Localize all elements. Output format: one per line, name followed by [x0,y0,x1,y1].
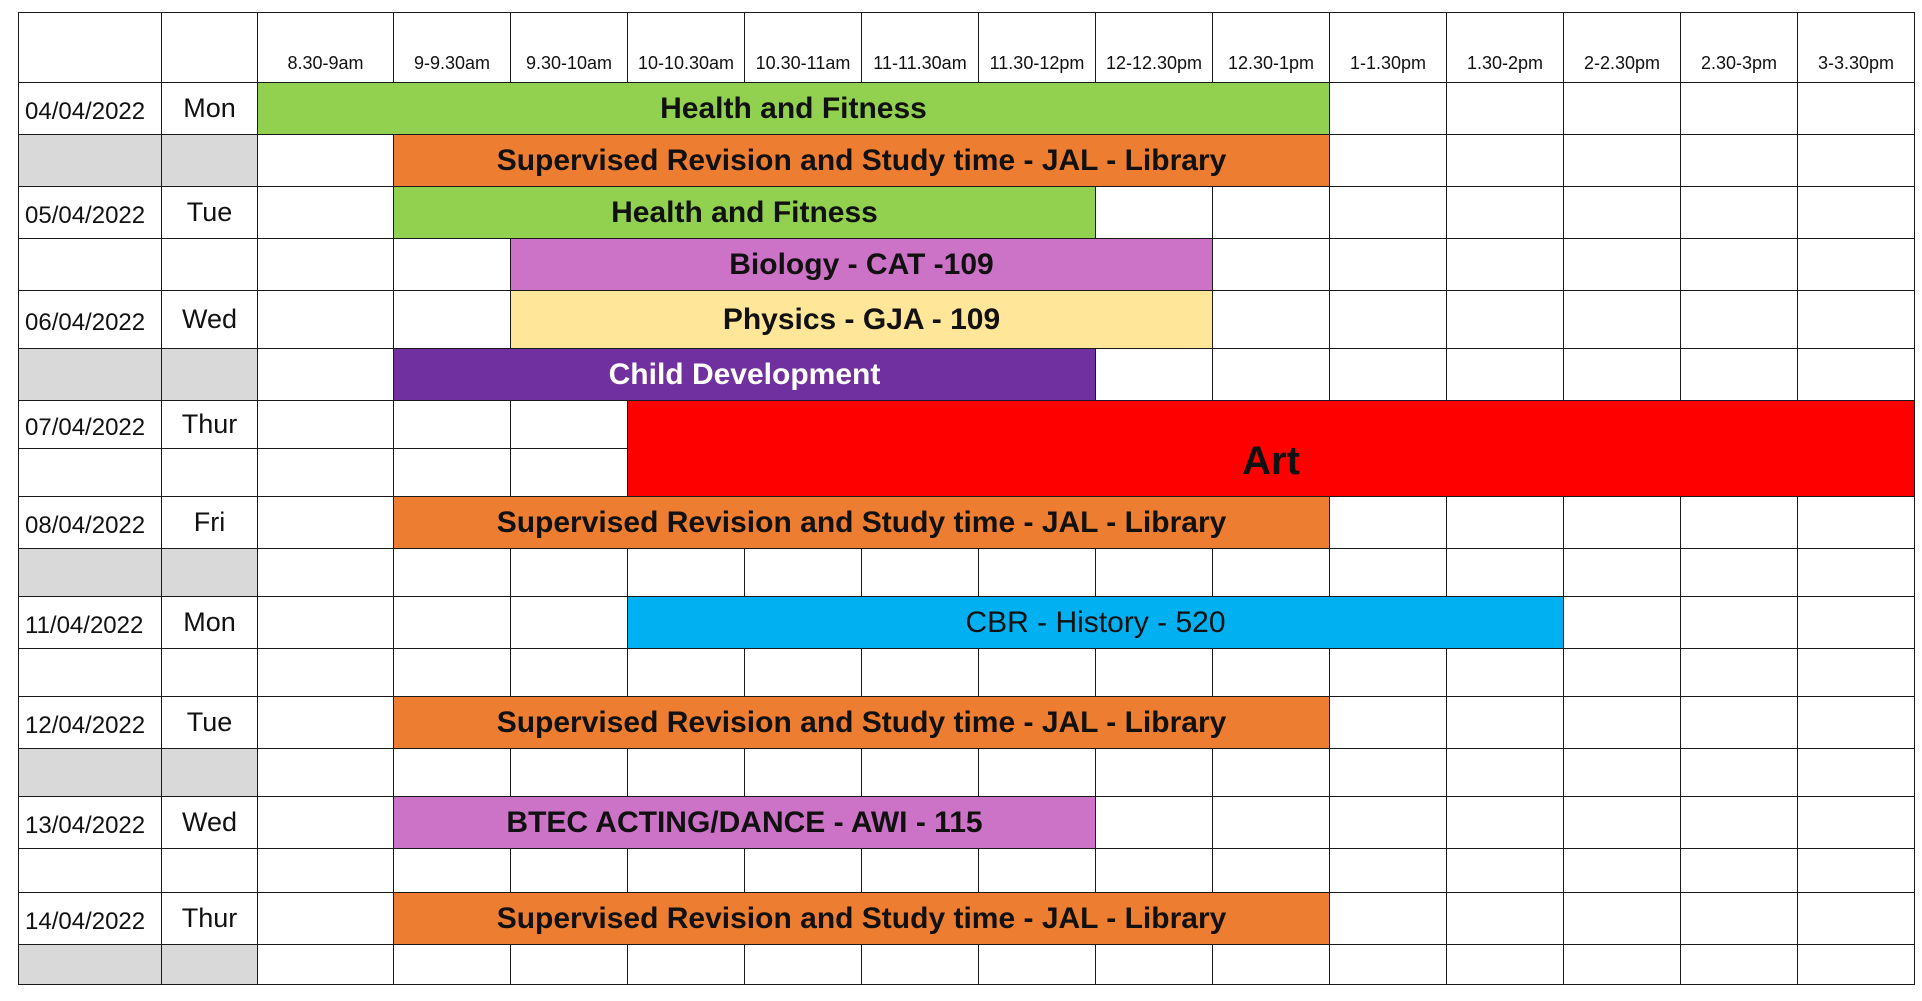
slot-cell [1212,348,1330,401]
slot-cell [1329,648,1447,697]
slot-cell [1563,548,1681,597]
slot-cell [1329,82,1447,135]
slot-cell [257,238,394,291]
slot-cell [1797,596,1915,649]
slot-cell [1563,944,1681,985]
time-slot-header: 1-1.30pm [1329,12,1447,83]
slot-cell [1446,748,1564,797]
slot-cell [861,848,979,893]
day-cell [161,848,258,893]
time-slot-header: 2-2.30pm [1563,12,1681,83]
slot-cell [861,748,979,797]
slot-cell [1797,892,1915,945]
slot-cell [978,548,1096,597]
slot-cell [1329,496,1447,549]
slot-cell [1329,348,1447,401]
session-block: Supervised Revision and Study time - JAL - Library [393,134,1330,187]
slot-cell [744,848,862,893]
slot-cell [861,548,979,597]
slot-cell [1095,648,1213,697]
slot-cell [1563,648,1681,697]
slot-cell [1563,892,1681,945]
slot-cell [1212,848,1330,893]
slot-cell [744,548,862,597]
day-cell: Mon [161,596,258,649]
date-cell [18,944,162,985]
slot-cell [1329,696,1447,749]
slot-cell [1797,238,1915,291]
slot-cell [1680,596,1798,649]
slot-cell [257,186,394,239]
slot-cell [257,496,394,549]
date-cell [18,548,162,597]
slot-cell [393,448,511,497]
slot-cell [1212,238,1330,291]
slot-cell [1212,548,1330,597]
slot-cell [1563,796,1681,849]
slot-cell [510,548,628,597]
date-cell [18,134,162,187]
time-slot-header: 12.30-1pm [1212,12,1330,83]
slot-cell [1446,848,1564,893]
slot-cell [1680,848,1798,893]
slot-cell [1446,796,1564,849]
slot-cell [257,944,394,985]
session-block: Biology - CAT -109 [510,238,1213,291]
slot-cell [257,796,394,849]
slot-cell [1446,348,1564,401]
slot-cell [627,944,745,985]
slot-cell [257,648,394,697]
slot-cell [861,648,979,697]
slot-cell [1563,496,1681,549]
slot-cell [1212,944,1330,985]
date-cell: 05/04/2022 [18,186,162,239]
date-cell: 11/04/2022 [18,596,162,649]
slot-cell [510,596,628,649]
slot-cell [1680,892,1798,945]
time-slot-header: 11-11.30am [861,12,979,83]
slot-cell [1797,348,1915,401]
slot-cell [1212,186,1330,239]
slot-cell [1446,892,1564,945]
time-slot-header: 9-9.30am [393,12,511,83]
slot-cell [1680,238,1798,291]
time-slot-header: 11.30-12pm [978,12,1096,83]
slot-cell [1446,238,1564,291]
slot-cell [1329,290,1447,349]
day-cell: Tue [161,186,258,239]
session-block: CBR - History - 520 [627,596,1564,649]
slot-cell [627,548,745,597]
slot-cell [1095,348,1213,401]
slot-cell [1680,82,1798,135]
date-cell: 07/04/2022 [18,400,162,449]
slot-cell [1563,290,1681,349]
session-block: Physics - GJA - 109 [510,290,1213,349]
slot-cell [978,648,1096,697]
slot-cell [257,448,394,497]
slot-cell [1563,748,1681,797]
slot-cell [1797,696,1915,749]
date-cell: 13/04/2022 [18,796,162,849]
slot-cell [1680,348,1798,401]
slot-cell [1446,944,1564,985]
slot-cell [393,238,511,291]
date-cell: 08/04/2022 [18,496,162,549]
slot-cell [1680,496,1798,549]
slot-cell [1563,82,1681,135]
slot-cell [1446,696,1564,749]
time-slot-header: 10.30-11am [744,12,862,83]
slot-cell [1797,548,1915,597]
slot-cell [861,944,979,985]
slot-cell [1797,748,1915,797]
day-cell: Thur [161,400,258,449]
slot-cell [1563,848,1681,893]
slot-cell [393,548,511,597]
slot-cell [1680,290,1798,349]
slot-cell [393,648,511,697]
day-cell [161,238,258,291]
time-slot-header: 2.30-3pm [1680,12,1798,83]
slot-cell [1797,186,1915,239]
session-block: Supervised Revision and Study time - JAL - Library [393,696,1330,749]
slot-cell [393,944,511,985]
slot-cell [744,748,862,797]
slot-cell [1797,134,1915,187]
slot-cell [1563,186,1681,239]
date-cell: 04/04/2022 [18,82,162,135]
time-slot-header: 10-10.30am [627,12,745,83]
slot-cell [1446,290,1564,349]
day-cell: Thur [161,892,258,945]
slot-cell [510,944,628,985]
slot-cell [1329,796,1447,849]
slot-cell [510,648,628,697]
slot-cell [1563,596,1681,649]
slot-cell [1797,796,1915,849]
slot-cell [627,648,745,697]
slot-cell [257,290,394,349]
slot-cell [1680,648,1798,697]
slot-cell [393,596,511,649]
slot-cell [257,134,394,187]
slot-cell [257,848,394,893]
session-block: Art [627,400,1915,497]
slot-cell [1446,134,1564,187]
slot-cell [1797,496,1915,549]
slot-cell [393,290,511,349]
day-cell [161,748,258,797]
slot-cell [257,892,394,945]
slot-cell [510,848,628,893]
day-cell: Mon [161,82,258,135]
time-slot-header: 9.30-10am [510,12,628,83]
date-cell [18,848,162,893]
slot-cell [1680,796,1798,849]
slot-cell [510,448,628,497]
slot-cell [978,848,1096,893]
slot-cell [1680,696,1798,749]
slot-cell [393,400,511,449]
slot-cell [510,400,628,449]
slot-cell [744,944,862,985]
date-cell [18,448,162,497]
slot-cell [1212,748,1330,797]
day-cell: Wed [161,290,258,349]
slot-cell [393,848,511,893]
slot-cell [510,748,628,797]
session-block: Child Development [393,348,1096,401]
day-cell: Tue [161,696,258,749]
slot-cell [393,748,511,797]
slot-cell [978,748,1096,797]
slot-cell [1329,944,1447,985]
slot-cell [1212,648,1330,697]
slot-cell [257,348,394,401]
header-date-cell [18,12,162,83]
day-cell [161,448,258,497]
slot-cell [627,748,745,797]
slot-cell [1797,944,1915,985]
slot-cell [1680,548,1798,597]
time-slot-header: 1.30-2pm [1446,12,1564,83]
time-slot-header: 8.30-9am [257,12,394,83]
slot-cell [1446,548,1564,597]
session-block: Health and Fitness [393,186,1096,239]
slot-cell [257,748,394,797]
session-block: Health and Fitness [257,82,1330,135]
slot-cell [1329,186,1447,239]
slot-cell [1329,548,1447,597]
slot-cell [1797,82,1915,135]
day-cell [161,648,258,697]
day-cell: Fri [161,496,258,549]
slot-cell [1563,134,1681,187]
date-cell [18,748,162,797]
date-cell: 14/04/2022 [18,892,162,945]
slot-cell [1563,348,1681,401]
slot-cell [1797,290,1915,349]
session-block: Supervised Revision and Study time - JAL - Library [393,892,1330,945]
date-cell [18,648,162,697]
slot-cell [1446,186,1564,239]
slot-cell [1446,82,1564,135]
slot-cell [1212,290,1330,349]
slot-cell [1329,238,1447,291]
date-cell: 06/04/2022 [18,290,162,349]
slot-cell [1446,496,1564,549]
slot-cell [1212,796,1330,849]
slot-cell [1563,696,1681,749]
day-cell [161,134,258,187]
slot-cell [257,696,394,749]
slot-cell [257,596,394,649]
slot-cell [744,648,862,697]
date-cell [18,348,162,401]
slot-cell [1095,186,1213,239]
header-day-cell [161,12,258,83]
slot-cell [1095,748,1213,797]
slot-cell [1095,548,1213,597]
time-slot-header: 12-12.30pm [1095,12,1213,83]
slot-cell [1680,134,1798,187]
slot-cell [1446,648,1564,697]
slot-cell [1797,848,1915,893]
slot-cell [1680,944,1798,985]
slot-cell [1329,848,1447,893]
slot-cell [1329,134,1447,187]
slot-cell [257,400,394,449]
slot-cell [1095,944,1213,985]
slot-cell [978,944,1096,985]
day-cell: Wed [161,796,258,849]
slot-cell [1095,848,1213,893]
session-block: Supervised Revision and Study time - JAL - Library [393,496,1330,549]
slot-cell [257,548,394,597]
slot-cell [1797,648,1915,697]
date-cell [18,238,162,291]
slot-cell [627,848,745,893]
session-block: BTEC ACTING/DANCE - AWI - 115 [393,796,1096,849]
slot-cell [1329,748,1447,797]
slot-cell [1095,796,1213,849]
time-slot-header: 3-3.30pm [1797,12,1915,83]
slot-cell [1680,186,1798,239]
day-cell [161,348,258,401]
slot-cell [1329,892,1447,945]
slot-cell [1563,238,1681,291]
slot-cell [1680,748,1798,797]
day-cell [161,548,258,597]
date-cell: 12/04/2022 [18,696,162,749]
day-cell [161,944,258,985]
